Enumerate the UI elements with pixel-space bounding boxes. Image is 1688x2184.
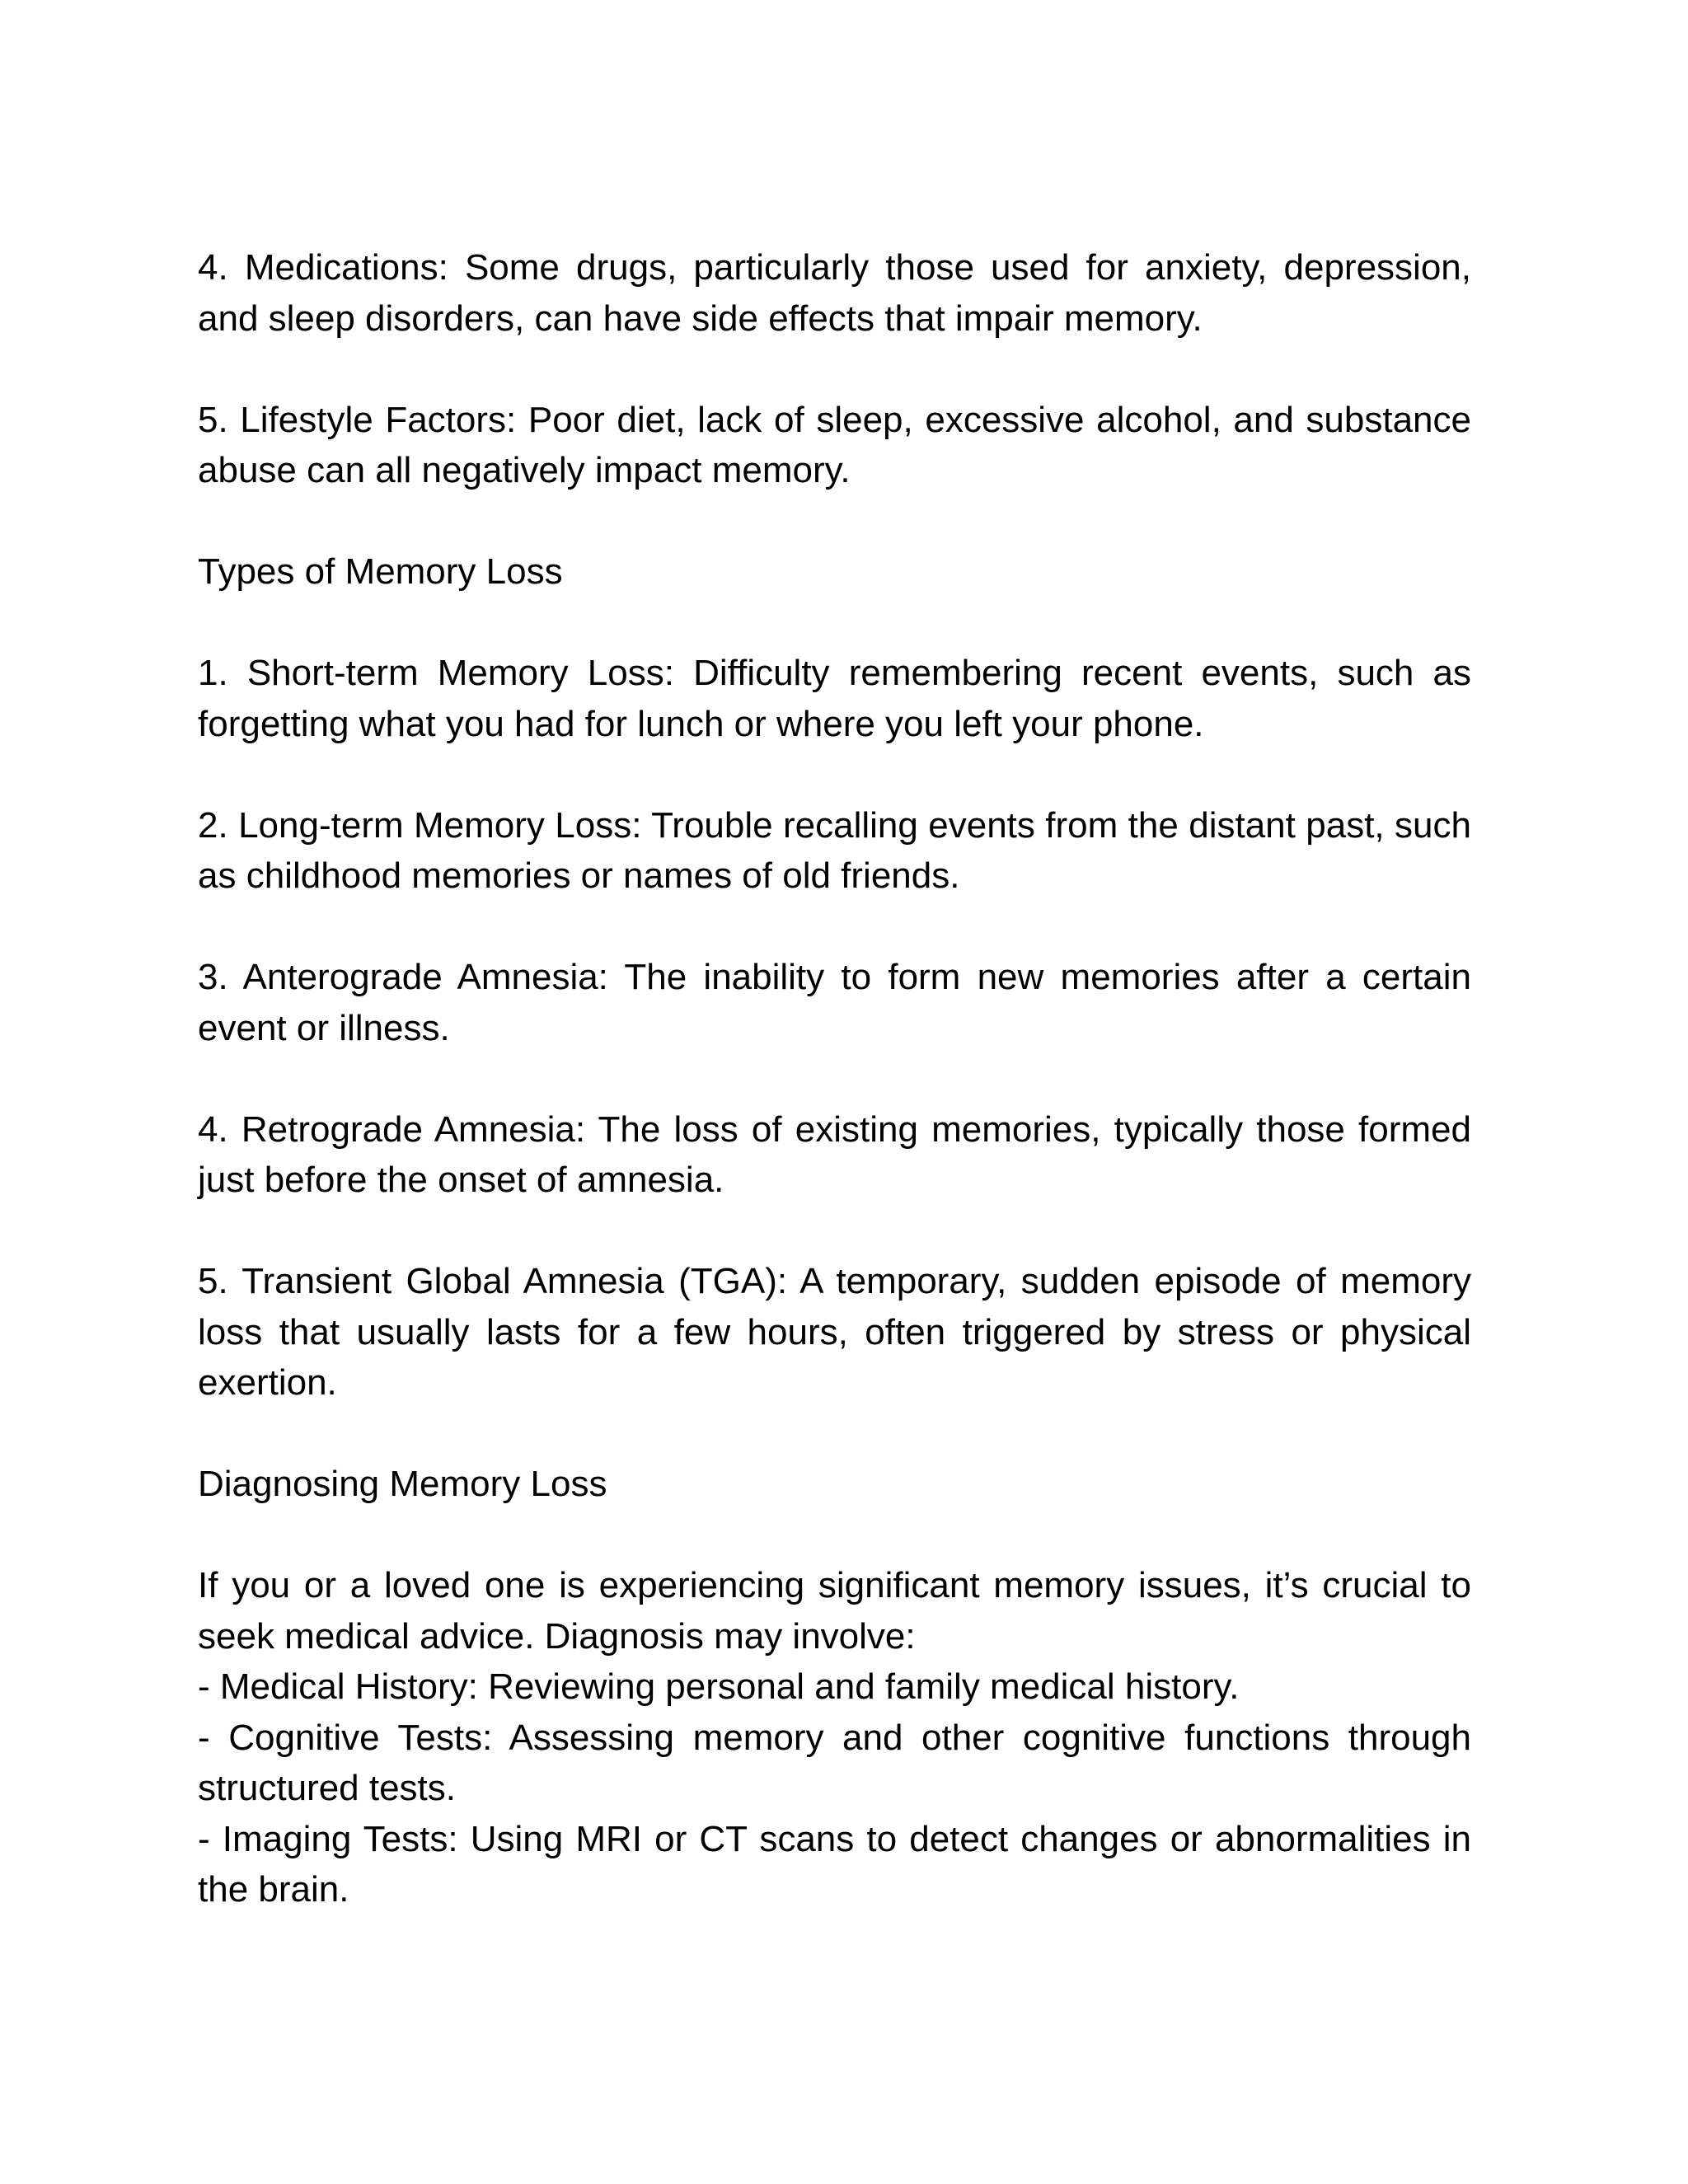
- types-of-memory-loss-heading: Types of Memory Loss: [198, 551, 563, 592]
- cause-medications-paragraph: 4. Medications: Some drugs, particularly those used for anxiety, depression, and sleep disorders, can have side effects that impair memory.: [198, 247, 1471, 339]
- diagnosing-memory-loss-heading: Diagnosing Memory Loss: [198, 1464, 607, 1504]
- diagnosis-bullet-cognitive-tests: - Cognitive Tests: Assessing memory and other cognitive functions through structured tests.: [198, 1717, 1471, 1808]
- document-body: [198, 242, 1471, 1915]
- type-short-term-paragraph: 1. Short-term Memory Loss: Difficulty remembering recent events, such as forgetting what you had for lunch or where you left your phone.: [198, 653, 1471, 744]
- type-long-term-paragraph: 2. Long-term Memory Loss: Trouble recalling events from the distant past, such as childhood memories or names of old friends.: [198, 804, 1471, 896]
- type-anterograde-paragraph: 3. Anterograde Amnesia: The inability to form new memories after a certain event or illness.: [198, 957, 1471, 1048]
- diagnosis-bullet-medical-history: - Medical History: Reviewing personal and family medical history.: [198, 1666, 1240, 1707]
- cause-lifestyle-paragraph: 5. Lifestyle Factors: Poor diet, lack of sleep, excessive alcohol, and substance abuse can all negatively impact memory.: [198, 399, 1471, 490]
- type-tga-paragraph: 5. Transient Global Amnesia (TGA): A temporary, sudden episode of memory loss that usually lasts for a few hours, often triggered by stress or physical exertion.: [198, 1261, 1471, 1403]
- type-retrograde-paragraph: 4. Retrograde Amnesia: The loss of existing memories, typically those formed just before the onset of amnesia.: [198, 1108, 1471, 1200]
- diagnosis-bullet-imaging-tests: - Imaging Tests: Using MRI or CT scans to detect changes or abnormalities in the brain.: [198, 1818, 1471, 1910]
- diagnosis-intro: If you or a loved one is experiencing significant memory issues, it’s crucial to seek medical advice. Diagnosis may involve:: [198, 1565, 1471, 1657]
- diagnosis-block: [198, 1560, 1471, 1915]
